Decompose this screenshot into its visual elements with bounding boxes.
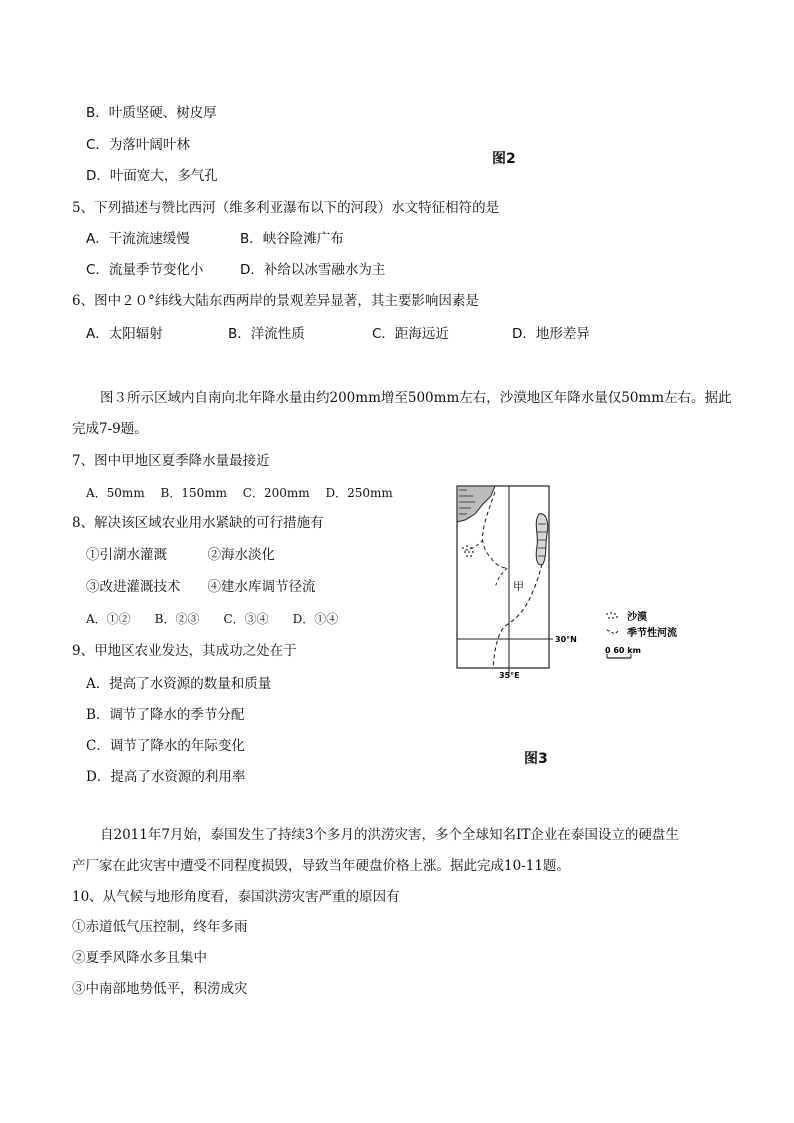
place-jia-label: 甲 — [513, 580, 524, 593]
q10-item-2: ②夏季风降水多且集中 — [72, 950, 207, 966]
q6-stem: 6、图中２０°纬线大陆东西两岸的景观差异显著，其主要影响因素是 — [72, 293, 479, 309]
q5-option-b: B．峡谷险滩广布 — [240, 231, 344, 247]
q5-stem: 5、下列描述与赞比西河（维多利亚瀑布以下的河段）水文特征相符的是 — [72, 200, 500, 216]
legend-river-label: 季节性河流 — [627, 628, 677, 639]
scale-label: 0 60 km — [605, 646, 641, 655]
river-branch-south — [495, 568, 507, 588]
q8-stem: 8、解决该区域农业用水紧缺的可行措施有 — [72, 515, 324, 531]
q4-option-b: B．叶质坚硬、树皮厚 — [86, 105, 217, 121]
coast-sea-area — [457, 486, 495, 522]
figure-3-map — [455, 484, 715, 680]
q8-items-line-2: ③改进灌溉技术 ④建水库调节径流 — [86, 579, 316, 595]
q6-option-c: C．距海远近 — [372, 326, 449, 342]
figure-2-label: 图2 — [492, 151, 516, 167]
passage-2-line-1: 自2011年7月始，泰国发生了持续3个多月的洪涝灾害，多个全球知名IT企业在泰国设立的硬盘生 — [100, 827, 679, 843]
q9-option-c: C．调节了降水的年际变化 — [86, 738, 245, 754]
q9-stem: 9、甲地区农业发达，其成功之处在于 — [72, 643, 297, 659]
legend-desert-label: 沙漠 — [627, 612, 647, 623]
passage-2-line-2: 产厂家在此灾害中遭受不同程度损毁，导致当年硬盘价格上涨。据此完成10-11题。 — [72, 858, 570, 874]
q7-options: A．50mm B．150mm C．200mm D．250mm — [86, 486, 393, 500]
longitude-label: 35°E — [499, 671, 520, 680]
q9-option-d: D．提高了水资源的利用率 — [86, 769, 246, 785]
river-branch-west — [465, 540, 483, 550]
q8-items-line-1: ①引湖水灌溉 ②海水淡化 — [86, 547, 275, 563]
legend-desert-symbol — [606, 612, 618, 619]
q6-option-d: D．地形差异 — [512, 326, 590, 342]
legend-river-symbol — [607, 630, 619, 634]
q5-option-d: D．补给以冰雪融水为主 — [240, 262, 386, 278]
q7-stem: 7、图中甲地区夏季降水量最接近 — [72, 453, 270, 469]
river-north — [482, 492, 507, 568]
lake-shape — [536, 514, 547, 565]
desert-dots — [462, 545, 474, 557]
q4-option-d: D．叶面宽大，多气孔 — [86, 168, 218, 184]
q6-option-b: B．洋流性质 — [228, 326, 305, 342]
q5-option-c: C．流量季节变化小 — [86, 262, 204, 278]
q10-stem: 10、从气候与地形角度看，泰国洪涝灾害严重的原因有 — [72, 889, 400, 905]
latitude-label: 30°N — [555, 635, 577, 644]
q5-option-a: A．干流流速缓慢 — [86, 231, 190, 247]
q9-option-a: A．提高了水资源的数量和质量 — [86, 676, 272, 692]
q9-option-b: B．调节了降水的季节分配 — [86, 707, 245, 723]
figure-3-label: 图3 — [524, 751, 548, 767]
q6-option-a: A．太阳辐射 — [86, 326, 163, 342]
q10-item-1: ①赤道低气压控制，终年多雨 — [72, 919, 248, 935]
q4-option-c: C．为落叶阔叶林 — [86, 137, 190, 153]
passage-1-line-2: 完成7-9题。 — [72, 421, 148, 437]
q10-item-3: ③中南部地势低平，积涝成灾 — [72, 981, 248, 997]
passage-1-line-1: 图３所示区域内自南向北年降水量由约200mm增至500mm左右，沙漠地区年降水量仅50mm左右。据此 — [100, 390, 732, 406]
q8-options: A．①② B．②③ C．③④ D．①④ — [86, 612, 339, 626]
